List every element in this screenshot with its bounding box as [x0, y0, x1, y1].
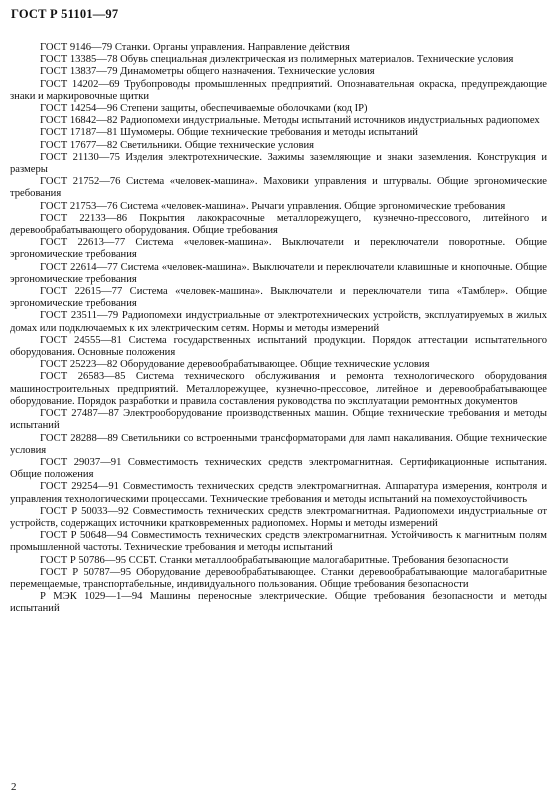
reference-item: ГОСТ 22133—86 Покрытия лакокрасочные металлорежущего, кузнечно-прессового, литейного и деревообрабатывающего оборудования. Общие требования [10, 212, 547, 237]
reference-item: ГОСТ Р 50787—95 Оборудование деревообрабатывающее. Станки деревообрабатывающие малогабаритные перемещаемые, транспортабельные, индивидуального пользования. Общие требования безопасности [10, 566, 547, 590]
reference-item: ГОСТ 24555—81 Система государственных испытаний продукции. Порядок аттестации испытательного оборудования. Основные положения [10, 334, 547, 359]
reference-item: ГОСТ 22614—77 Система «человек-машина». Выключатели и переключатели клавишные и кнопочные. Общие эргономические требования [10, 261, 547, 285]
reference-item: ГОСТ 14202—69 Трубопроводы промышленных предприятий. Опознавательная окраска, предупреждающие знаки и маркировочные щитки [10, 78, 547, 102]
reference-item: ГОСТ 14254—96 Степени защиты, обеспечиваемые оболочками (код IP) [40, 103, 368, 115]
reference-item: ГОСТ 22613—77 Система «человек-машина». Выключатели и переключатели поворотные. Общие эргономические требования [10, 237, 547, 261]
reference-item: ГОСТ 26583—85 Система технического обслуживания и ремонта технологического оборудования машиностроительных предприятий. Металлорежущее, кузнечно-прессовое, литейное и деревообрабатывающее оборудование. Порядок разработки и правила составления руководства по эксплуатации ремонтных документов [10, 371, 547, 407]
reference-item: ГОСТ 23511—79 Радиопомехи индустриальные от электротехнических устройств, эксплуатируемых в жилых домах или подключаемых к их электрическим сетям. Нормы и методы измерений [10, 310, 547, 334]
reference-item: ГОСТ 16842—82 Радиопомехи индустриальные. Методы испытаний источников индустриальных радиопомех [40, 115, 540, 127]
reference-item: ГОСТ 13385—78 Обувь специальная диэлектрическая из полимерных материалов. Технические условия [40, 54, 514, 66]
reference-item: ГОСТ 29037—91 Совместимость технических средств электромагнитная. Сертификационные испытания. Общие положения [10, 456, 547, 481]
reference-item: ГОСТ 17187—81 Шумомеры. Общие технические требования и методы испытаний [40, 127, 418, 139]
normative-references-list [10, 42, 547, 616]
reference-item: ГОСТ 25223—82 Оборудование деревообрабатывающее. Общие технические условия [40, 359, 430, 371]
reference-item: ГОСТ 13837—79 Динамометры общего назначения. Технические условия [40, 66, 375, 78]
page-number: 2 [11, 781, 17, 793]
reference-item: ГОСТ Р 50648—94 Совместимость технических средств электромагнитная. Устойчивость к магнитным полям промышленной частоты. Технические требования и методы испытаний [10, 530, 547, 554]
document-header: ГОСТ Р 51101—97 [11, 7, 119, 21]
reference-item: ГОСТ 21752—76 Система «человек-машина». Маховики управления и штурвалы. Общие эргономические требования [10, 176, 547, 200]
reference-item: ГОСТ 29254—91 Совместимость технических средств электромагнитная. Аппаратура измерения, контроля и управления технологическими процессами. Технические требования и методы испытаний на помехоустойчивость [10, 481, 547, 505]
reference-item: ГОСТ 28288—89 Светильники со встроенными трансформаторами для ламп накаливания. Общие технические условия [10, 432, 547, 456]
reference-item: ГОСТ 27487—87 Электрооборудование производственных машин. Общие технические требования и методы испытаний [10, 408, 547, 432]
reference-item: ГОСТ Р 50786—95 ССБТ. Станки металлообрабатывающие малогабаритные. Требования безопасности [40, 554, 509, 566]
reference-item: ГОСТ 21753—76 Система «человек-машина». Рычаги управления. Общие эргономические требования [40, 200, 506, 212]
reference-item: Р МЭК 1029—1—94 Машины переносные электрические. Общие требования безопасности и методы испытаний [10, 591, 547, 615]
reference-item: ГОСТ 21130—75 Изделия электротехнические. Зажимы заземляющие и знаки заземления. Конструкция и размеры [10, 151, 547, 176]
reference-item: ГОСТ 17677—82 Светильники. Общие технические условия [40, 139, 315, 151]
reference-item: ГОСТ Р 50033—92 Совместимость технических средств электромагнитная. Радиопомехи индустриальные от устройств, содержащих источники кратковременных радиопомех. Нормы и методы измерений [10, 505, 547, 529]
reference-item: ГОСТ 22615—77 Система «человек-машина». Выключатели и переключатели типа «Тамблер». Общие эргономические требования [10, 286, 547, 310]
reference-item: ГОСТ 9146—79 Станки. Органы управления. Направление действия [40, 42, 350, 53]
